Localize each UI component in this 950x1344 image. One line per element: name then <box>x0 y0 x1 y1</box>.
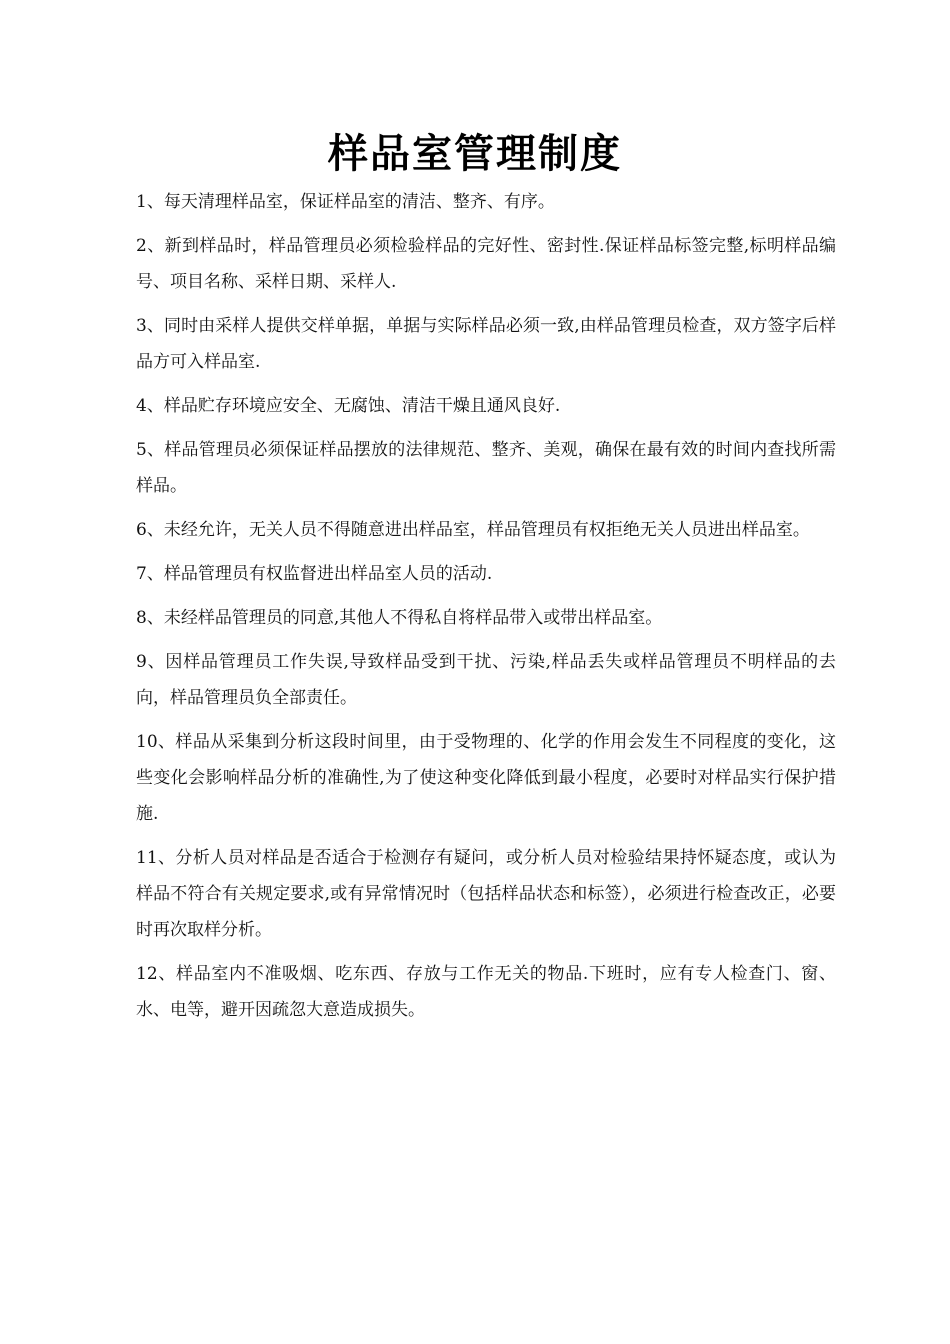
rule-item-1: 1、每天清理样品室，保证样品室的清洁、整齐、有序。 <box>136 192 555 212</box>
rule-item-11: 11、分析人员对样品是否适合于检测存有疑问，或分析人员对检验结果持怀疑态度，或认为样品不符合有关规定要求,或有异常情况时（包括样品状态和标签），必须进行检查改正，必要时再次取样分析。 <box>136 848 836 940</box>
rule-item-8: 8、未经样品管理员的同意,其他人不得私自将样品带入或带出样品室。 <box>136 608 663 628</box>
rule-item-2: 2、新到样品时，样品管理员必须检验样品的完好性、密封性.保证样品标签完整,标明样品编号、项目名称、采样日期、采样人. <box>136 236 836 292</box>
rule-item-10: 10、样品从采集到分析这段时间里，由于受物理的、化学的作用会发生不同程度的变化，这些变化会影响样品分析的准确性,为了使这种变化降低到最小程度，必要时对样品实行保护措施. <box>136 732 836 824</box>
document-title: 样品室管理制度 <box>328 131 622 177</box>
rule-item-5: 5、样品管理员必须保证样品摆放的法律规范、整齐、美观，确保在最有效的时间内查找所需样品。 <box>136 440 836 496</box>
rule-item-4: 4、样品贮存环境应安全、无腐蚀、清洁干燥且通风良好. <box>136 396 561 416</box>
rule-item-7: 7、样品管理员有权监督进出样品室人员的活动. <box>136 564 493 584</box>
rule-item-12: 12、样品室内不准吸烟、吃东西、存放与工作无关的物品.下班时，应有专人检查门、窗、水、电等，避开因疏忽大意造成损失。 <box>136 964 836 1020</box>
rule-item-6: 6、未经允许，无关人员不得随意进出样品室，样品管理员有权拒绝无关人员进出样品室。 <box>136 520 810 540</box>
rules-list <box>136 184 836 1036</box>
rule-item-9: 9、因样品管理员工作失误,导致样品受到干扰、污染,样品丢失或样品管理员不明样品的去向，样品管理员负全部责任。 <box>136 652 836 708</box>
rule-item-3: 3、同时由采样人提供交样单据，单据与实际样品必须一致,由样品管理员检查，双方签字后样品方可入样品室. <box>136 316 836 372</box>
